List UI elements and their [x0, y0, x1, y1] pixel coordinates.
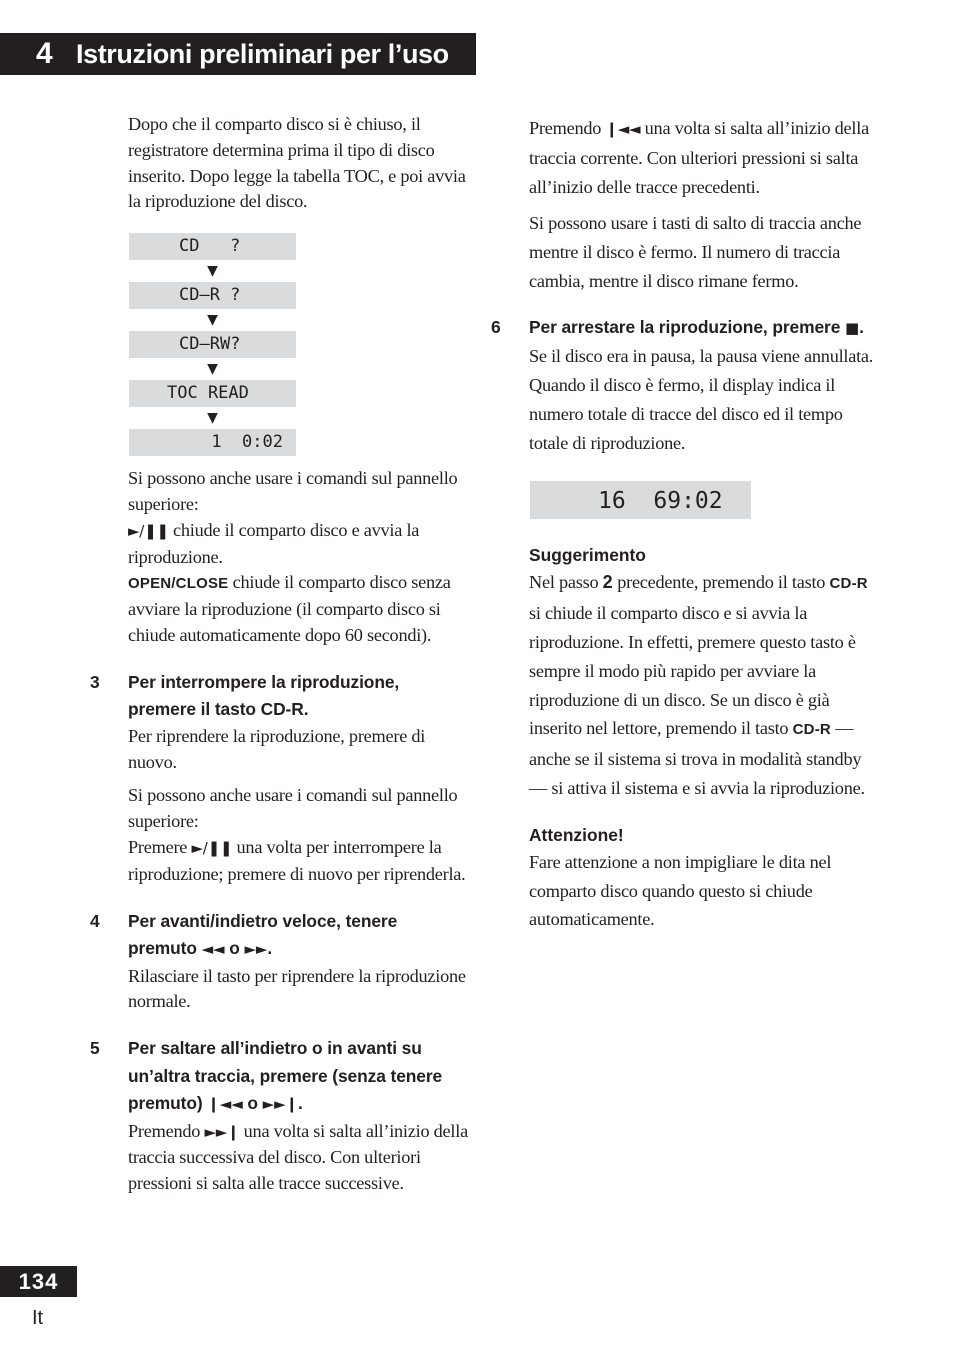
- previous-track-icon: ❙◄◄: [207, 1095, 243, 1114]
- previous-track-text: Premendo ❙◄◄ una volta si salta all’inizio della traccia corrente. Con ulteriori pressioni si salta all’inizio delle tracce precedenti.: [529, 118, 869, 197]
- display-cdr: CD–R ?: [129, 282, 296, 309]
- step-6-number: 6: [491, 316, 501, 337]
- panel-intro: Si possono anche usare i comandi sul pannello superiore:: [128, 468, 458, 514]
- chapter-title: Istruzioni preliminari per l’uso: [76, 39, 449, 69]
- step-6-text: Se il disco era in pausa, la pausa viene annullata. Quando il disco è fermo, il display indica il numero totale di tracce del disco ed il tempo totale di riproduzione.: [529, 346, 874, 453]
- page-number: 134: [0, 1266, 77, 1297]
- step-3-panel-intro: Si possono anche usare i comandi sul pannello superiore:: [128, 785, 458, 832]
- display-cd: CD ?: [129, 233, 296, 260]
- down-arrow-icon: ▼: [207, 410, 218, 427]
- play-pause-icon: ►/❚❚: [191, 838, 233, 857]
- display-cdrw: CD–RW?: [129, 331, 296, 358]
- play-pause-icon: ►/❚❚: [128, 521, 169, 540]
- skip-while-stopped-text: Si possono usare i tasti di salto di traccia anche mentre il disco è fermo. Il numero di traccia cambia, mentre il disco rimane fermo.: [529, 213, 862, 291]
- step-4-heading: 4 Per avanti/indietro veloce, tenere premuto ◄◄ o ►►.: [128, 908, 468, 964]
- step-3-panel-text: Premere ►/❚❚ una volta per interrompere la riproduzione; premere di nuovo per riprenderla.: [128, 836, 466, 884]
- step-5-text: Premendo ►►❙ una volta si salta all’inizio della traccia successiva del disco. Con ulteriori pressioni si salta alle tracce successive.: [128, 1120, 468, 1194]
- next-track-icon: ►►❙: [262, 1095, 298, 1114]
- step-3-heading: 3 Per interrompere la riproduzione, premere il tasto CD-R.: [128, 669, 468, 724]
- step-6-heading: 6 Per arrestare la riproduzione, premere ■.: [529, 314, 874, 343]
- language-label: It: [32, 1307, 44, 1329]
- step-3-text: Per riprendere la riproduzione, premere di nuovo.: [128, 725, 426, 772]
- step-ref: 2: [602, 572, 613, 593]
- step-3-number: 3: [90, 671, 100, 692]
- down-arrow-icon: ▼: [207, 361, 218, 378]
- display-total: 16 69:02: [530, 481, 751, 519]
- warning-title: Attenzione!: [529, 824, 624, 845]
- cd-r-key: CD-R: [792, 721, 831, 739]
- chapter-header: [0, 33, 476, 75]
- open-close-note: OPEN/CLOSE chiude il comparto disco senza avviare la riproduzione (il comparto disco si chiude automaticamente dopo 60 secondi).: [128, 572, 451, 645]
- display-toc-read: TOC READ: [129, 380, 296, 407]
- chapter-number: 4: [36, 37, 53, 70]
- step-4-number: 4: [90, 910, 100, 931]
- rewind-icon: ◄◄: [201, 940, 225, 959]
- display-sequence: [129, 233, 296, 456]
- left-column: [90, 112, 468, 1197]
- tip-title: Suggerimento: [529, 545, 646, 566]
- fast-forward-icon: ►►: [244, 940, 268, 959]
- down-arrow-icon: ▼: [207, 312, 218, 329]
- intro-paragraph: Dopo che il comparto disco si è chiuso, il registratore determina prima il tipo di disco inserito. Dopo legge la tabella TOC, e poi avvia la riproduzione del disco.: [128, 114, 466, 212]
- step-4-text: Rilasciare il tasto per riprendere la riproduzione normale.: [128, 965, 466, 1012]
- previous-track-icon: ❙◄◄: [605, 120, 641, 138]
- display-track-time: 1 0:02: [129, 429, 296, 456]
- warning-text: Fare attenzione a non impigliare le dita nel comparto disco quando questo si chiude automaticamente.: [529, 851, 832, 930]
- tip-text: Nel passo 2 precedente, premendo il tasto CD-R si chiude il comparto disco e si avvia la riproduzione. In effetti, premere questo tasto è sempre il modo più rapido per avviare la riproduzione di un disco. Se un disco è già inserito nel lettore, premendo il tasto CD-R — anche se il sistema si trova in modalità standby — si attiva il sistema e si avvia la riproduzione.: [529, 572, 868, 799]
- cd-r-key: CD-R: [829, 575, 868, 593]
- stop-icon: ■: [845, 318, 860, 337]
- play-pause-note: ►/❚❚ chiude il comparto disco e avvia la riproduzione.: [128, 519, 420, 567]
- down-arrow-icon: ▼: [207, 263, 218, 280]
- open-close-key: OPEN/CLOSE: [128, 575, 229, 593]
- right-column: [491, 114, 874, 934]
- step-5-heading: 5 Per saltare all’indietro o in avanti su un’altra traccia, premere (senza tenere premuto) ❙◄◄ o ►►❙.: [128, 1035, 468, 1119]
- step-5-number: 5: [90, 1038, 100, 1059]
- next-track-icon: ►►❙: [204, 1122, 240, 1141]
